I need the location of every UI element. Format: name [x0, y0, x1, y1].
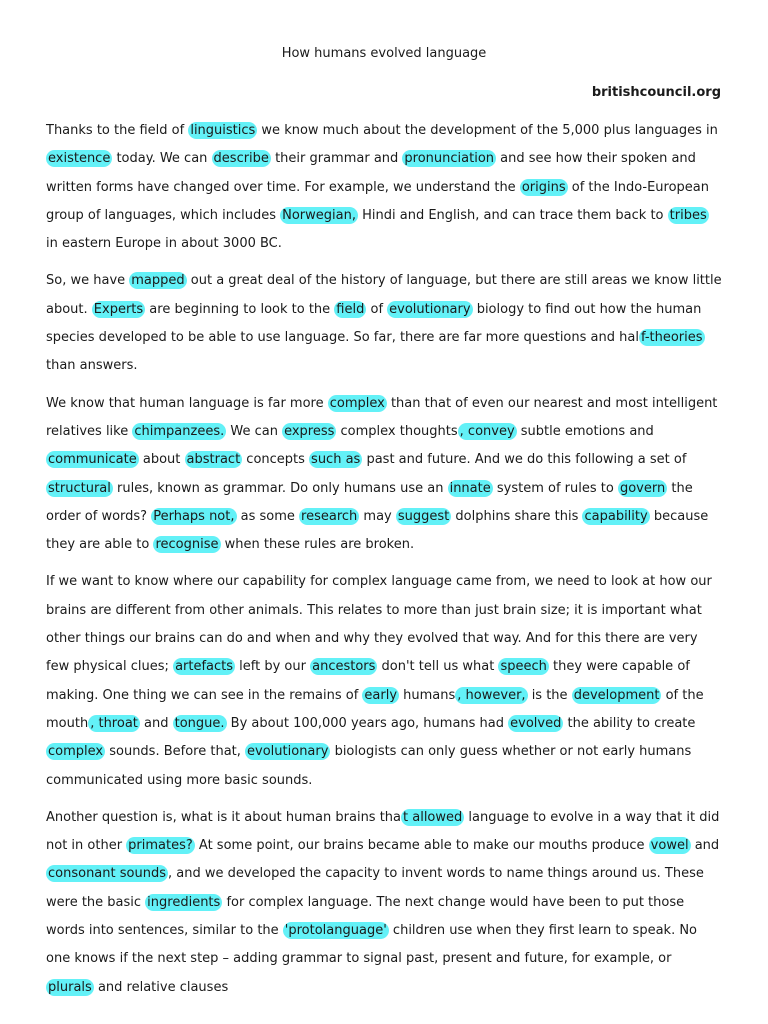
text-run: as some — [236, 508, 300, 524]
highlighted-word: vowel — [650, 838, 689, 854]
article-body — [46, 117, 722, 1002]
paragraph — [46, 117, 722, 258]
text-run: system of rules to — [492, 480, 618, 496]
highlighted-word: structural — [48, 480, 111, 496]
paragraph — [46, 568, 722, 794]
highlighted-word: , convey — [459, 423, 515, 439]
paragraph — [46, 267, 722, 380]
highlighted-word: 'protolanguage' — [284, 923, 387, 939]
highlighted-word: innate — [449, 480, 491, 496]
text-run: today. We can — [112, 151, 212, 167]
source-label: britishcouncil.org — [591, 85, 721, 100]
text-run: are beginning to look to the — [145, 301, 335, 317]
paragraph — [46, 804, 722, 1002]
text-run: and relative clauses — [93, 979, 229, 995]
text-run: humans — [399, 687, 456, 703]
text-run: of the mouth — [46, 687, 704, 731]
text-run: of — [366, 301, 388, 317]
text-run: they were capable of making. One thing we can see in the remains of — [46, 659, 690, 703]
highlighted-word: Norwegian, — [282, 207, 356, 223]
highlighted-word: , however, — [457, 687, 526, 703]
highlighted-word: evolutionary — [389, 301, 471, 317]
highlighted-word: origins — [521, 179, 566, 195]
text-run: sounds. Before that, — [105, 744, 246, 760]
text-run: in eastern Europe in about 3000 BC. — [46, 236, 282, 252]
highlighted-word: Perhaps not, — [153, 508, 235, 524]
highlighted-word: tribes — [669, 207, 707, 223]
text-run: biology to find out how the human species developed to be able to use language. So far, there are far more questions and hal — [46, 301, 702, 346]
text-run: when these rules are broken. — [220, 537, 415, 553]
highlighted-word: ingredients — [147, 894, 221, 910]
text-run: biologists can only guess whether or not early humans communicated using more basic sounds. — [46, 744, 692, 788]
highlighted-word: ancestors — [312, 659, 376, 675]
highlighted-word: research — [301, 508, 358, 524]
highlighted-word: plurals — [48, 979, 92, 995]
text-run: out a great deal of the history of language, but there are still areas we know little about. — [46, 273, 722, 317]
text-run: and — [690, 838, 720, 854]
text-run: Thanks to the field of — [46, 123, 189, 138]
highlighted-word: such as — [311, 452, 361, 468]
text-run: rules, known as grammar. Do only humans use an — [112, 480, 448, 496]
text-run: concepts — [242, 452, 310, 468]
text-run: language to evolve in a way that it did not in other — [46, 809, 720, 854]
text-run: because they are able to — [46, 508, 709, 553]
text-run: and — [139, 715, 173, 731]
highlighted-word: communicate — [48, 452, 137, 468]
highlighted-word: early — [364, 687, 398, 703]
highlighted-word: pronunciation — [404, 151, 495, 167]
highlighted-word: development — [573, 687, 660, 703]
text-run: than that of even our nearest and most intelligent relatives like — [46, 395, 718, 439]
text-run: If we want to know where our capability for complex language came from, we need to look at how our brains are different from other animals. This relates to more than just brain size; it is important what other things our brains can do and when and why they evolved that way. And for this there are very few physical clues; — [46, 574, 712, 675]
highlighted-word: recognise — [155, 537, 219, 553]
highlighted-word: complex — [329, 395, 385, 411]
text-run: By about 100,000 years ago, humans had — [226, 715, 509, 731]
text-run: complex thoughts — [336, 423, 458, 439]
paragraph — [46, 390, 722, 560]
text-run: for complex language. The next change would have been to put those words into sentences, similar to the — [46, 894, 685, 939]
text-run: past and future. And we do this following a set of — [362, 452, 687, 468]
highlighted-word: complex — [48, 744, 104, 760]
text-run: Another question is, what is it about human brains tha — [46, 809, 402, 825]
highlighted-word: Experts — [93, 301, 144, 317]
text-run: left by our — [235, 659, 311, 675]
highlighted-word: suggest — [397, 508, 450, 524]
text-run: Hindi and English, and can trace them back to — [357, 207, 668, 223]
text-run: children use when they first learn to speak. No one knows if the next step – adding grammar to signal past, present and future, for example, or — [46, 923, 698, 967]
highlighted-word: speech — [500, 659, 547, 675]
highlighted-word: chimpanzees. — [134, 423, 225, 439]
highlighted-word: tongue. — [174, 715, 225, 731]
highlighted-word: evolutionary — [247, 744, 329, 760]
text-run: So, we have — [46, 273, 130, 289]
text-run: than answers. — [46, 358, 138, 374]
highlighted-word: consonant sounds — [48, 866, 166, 882]
text-run: may — [359, 508, 396, 524]
highlighted-word: describe — [213, 151, 269, 167]
highlighted-word: f-theories — [640, 330, 703, 346]
highlighted-word: primates? — [128, 838, 193, 854]
text-run: and see how their spoken and written forms have changed over time. For example, we understand the — [46, 151, 696, 195]
highlighted-word: artefacts — [175, 659, 234, 675]
highlighted-word: express — [284, 423, 335, 439]
document-title: How humans evolved language — [281, 46, 487, 61]
highlighted-word: field — [336, 301, 365, 317]
text-run: , and we developed the capacity to invent words to name things around us. These were the basic — [46, 866, 704, 910]
text-run: subtle emotions and — [516, 423, 654, 439]
text-run: we know much about the development of the 5,000 plus languages in — [257, 123, 718, 138]
text-run: the order of words? — [46, 480, 693, 524]
text-run: We know that human language is far more — [46, 395, 328, 411]
highlighted-word: abstract — [186, 452, 241, 468]
highlighted-word: linguistics — [190, 123, 256, 138]
text-run: their grammar and — [270, 151, 403, 167]
text-run: At some point, our brains became able to make our mouths produce — [194, 838, 649, 854]
highlighted-word: govern — [619, 480, 666, 496]
text-run: We can — [226, 423, 283, 439]
highlighted-word: mapped — [131, 273, 185, 289]
highlighted-word: evolved — [510, 715, 562, 731]
highlighted-word: t allowed — [403, 809, 463, 825]
text-run: don't tell us what — [377, 659, 499, 675]
text-run: dolphins share this — [451, 508, 583, 524]
text-run: is the — [527, 687, 572, 703]
highlighted-word: capability — [584, 508, 648, 524]
highlighted-word: , throat — [90, 715, 138, 731]
text-run: of the Indo-European group of languages, which includes — [46, 179, 710, 223]
highlighted-word: existence — [48, 151, 111, 167]
text-run: about — [138, 452, 185, 468]
text-run: the ability to create — [563, 715, 696, 731]
